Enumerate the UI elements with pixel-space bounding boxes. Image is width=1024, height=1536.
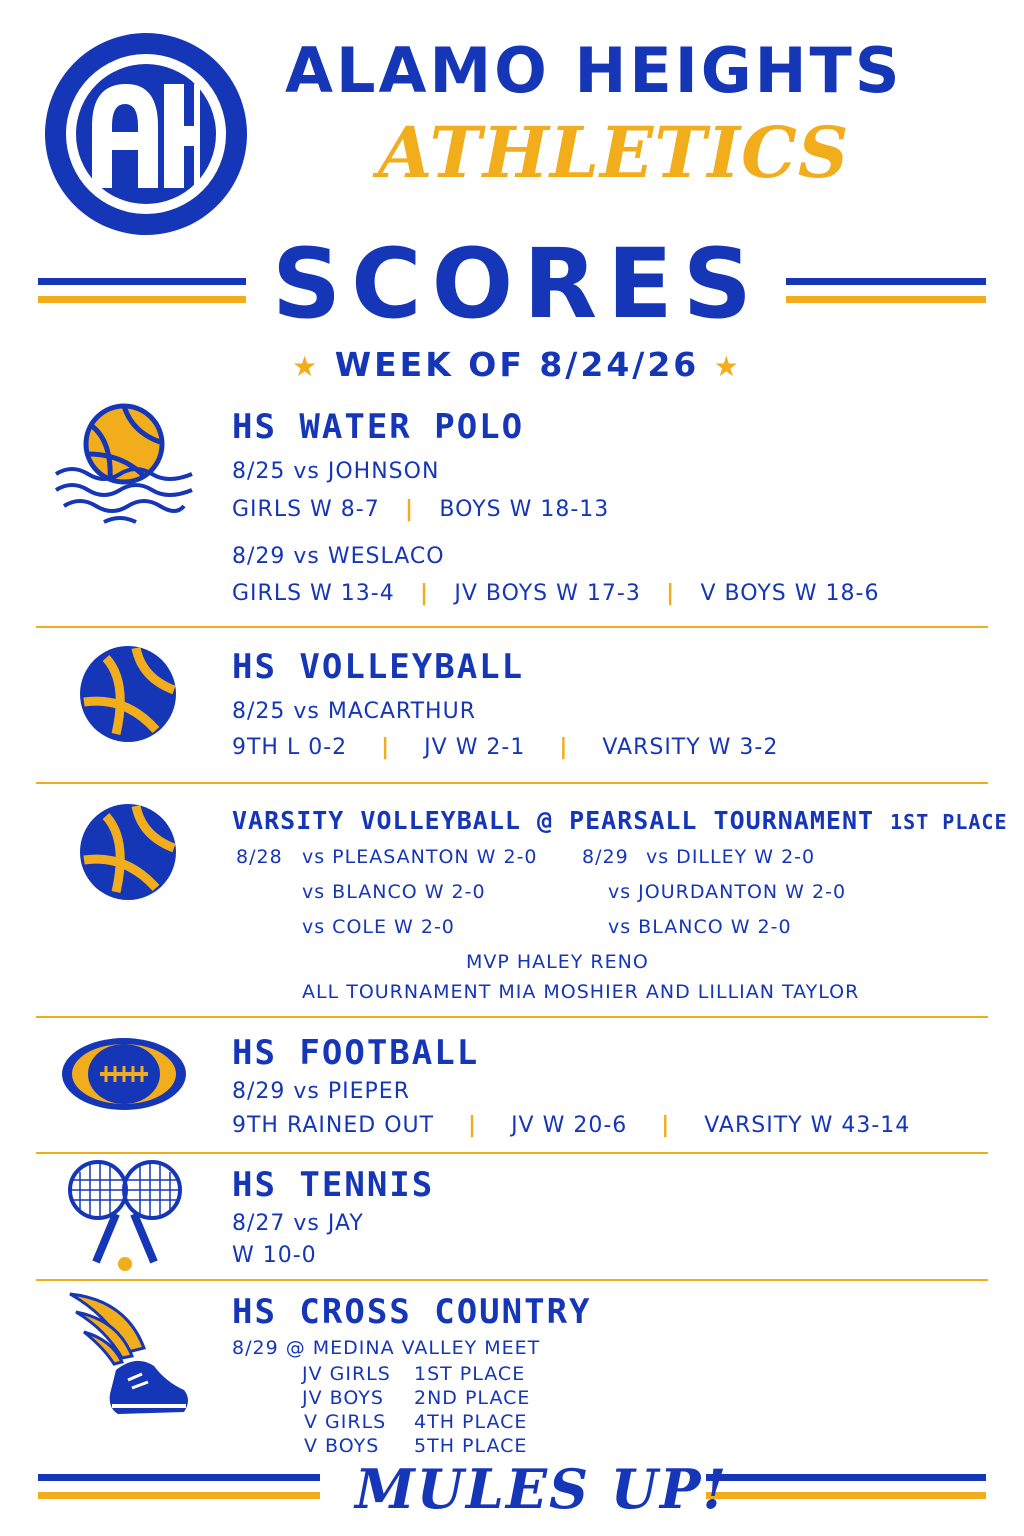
separator: | <box>355 735 417 760</box>
result-item: VARSITY W 3-2 <box>602 735 779 760</box>
tournament-match: vs JOURDANTON W 2-0 <box>608 881 847 903</box>
star-icon: ★ <box>713 350 742 383</box>
footer-stripe-right-gold <box>706 1492 986 1499</box>
tournament-all-tournament: ALL TOURNAMENT MIA MOSHIER AND LILLIAN TAYLOR <box>302 981 860 1003</box>
section-divider <box>36 782 988 784</box>
cross-country-place: 4TH PLACE <box>414 1411 528 1433</box>
cross-country-team: JV GIRLS <box>302 1363 391 1385</box>
separator: | <box>387 497 432 522</box>
result-item: GIRLS W 13-4 <box>232 581 395 606</box>
tournament-match: vs BLANCO W 2-0 <box>302 881 486 903</box>
water-polo-game2-header: 8/29 vs WESLACO <box>232 544 445 569</box>
section-divider <box>36 1279 988 1281</box>
tournament-day2-date: 8/29 <box>582 846 629 868</box>
tournament-placement: 1ST PLACE <box>890 810 1008 834</box>
separator: | <box>402 581 447 606</box>
section-divider <box>36 1016 988 1018</box>
cross-country-title: HS CROSS COUNTRY <box>232 1292 592 1332</box>
tournament-day1-date: 8/28 <box>236 846 283 868</box>
ah-logo-icon <box>40 28 252 240</box>
tournament-match: vs BLANCO W 2-0 <box>608 916 792 938</box>
footer-stripe-left-gold <box>38 1492 320 1499</box>
football-title: HS FOOTBALL <box>232 1033 480 1073</box>
water-polo-game1-results <box>232 499 609 521</box>
result-item: JV BOYS W 17-3 <box>454 581 641 606</box>
result-item: VARSITY W 43-14 <box>704 1113 911 1138</box>
result-item: 9TH L 0-2 <box>232 735 348 760</box>
separator: | <box>635 1113 697 1138</box>
header-stripe-left-blue <box>38 278 246 285</box>
tournament-match: vs PLEASANTON W 2-0 <box>302 846 538 868</box>
cross-country-team: V BOYS <box>304 1435 380 1457</box>
tennis-result: W 10-0 <box>232 1243 317 1268</box>
cross-country-team: V GIRLS <box>304 1411 387 1433</box>
separator: | <box>533 735 595 760</box>
header-stripe-left-gold <box>38 296 246 303</box>
footer-stripe-left-blue <box>38 1474 320 1481</box>
water-polo-game1-header: 8/25 vs JOHNSON <box>232 459 440 484</box>
tournament-title: VARSITY VOLLEYBALL @ PEARSALL TOURNAMENT <box>232 806 875 835</box>
football-results <box>232 1115 910 1137</box>
footer-stripe-right-blue <box>706 1474 986 1481</box>
separator: | <box>648 581 693 606</box>
water-polo-title: HS WATER POLO <box>232 407 525 447</box>
football-icon <box>60 1036 188 1112</box>
section-divider <box>36 626 988 628</box>
result-item: BOYS W 18-13 <box>439 497 610 522</box>
tournament-match: vs DILLEY W 2-0 <box>646 846 816 868</box>
winged-shoe-icon <box>66 1290 194 1426</box>
header-stripe-right-gold <box>786 296 986 303</box>
result-item: V BOYS W 18-6 <box>700 581 880 606</box>
header-stripe-right-blue <box>786 278 986 285</box>
star-icon: ★ <box>292 350 321 383</box>
title-alamo-heights: ALAMO HEIGHTS <box>285 34 903 107</box>
tournament-match: vs COLE W 2-0 <box>302 916 455 938</box>
cross-country-team: JV BOYS <box>302 1387 384 1409</box>
scores-heading: SCORES <box>272 228 762 340</box>
volleyball-game-header: 8/25 vs MACARTHUR <box>232 699 476 724</box>
result-item: GIRLS W 8-7 <box>232 497 380 522</box>
tournament-mvp: MVP HALEY RENO <box>466 951 649 973</box>
separator: | <box>442 1113 504 1138</box>
football-game-header: 8/29 vs PIEPER <box>232 1079 410 1104</box>
volleyball-icon <box>76 642 180 746</box>
cross-country-meet: 8/29 @ MEDINA VALLEY MEET <box>232 1337 541 1359</box>
section-divider <box>36 1152 988 1154</box>
week-label: WEEK OF 8/24/26 <box>334 345 700 384</box>
water-polo-ball-icon <box>52 402 196 532</box>
result-item: 9TH RAINED OUT <box>232 1113 435 1138</box>
water-polo-game2-results <box>232 583 879 605</box>
cross-country-place: 2ND PLACE <box>414 1387 531 1409</box>
tennis-rackets-icon <box>62 1158 188 1276</box>
title-athletics: ATHLETICS <box>378 111 850 194</box>
volleyball-icon <box>76 800 180 904</box>
tennis-game-header: 8/27 vs JAY <box>232 1211 364 1236</box>
result-item: JV W 20-6 <box>511 1113 628 1138</box>
tennis-title: HS TENNIS <box>232 1165 435 1205</box>
week-line <box>272 345 762 384</box>
volleyball-title: HS VOLLEYBALL <box>232 647 525 687</box>
cross-country-place: 1ST PLACE <box>414 1363 526 1385</box>
tournament-title-line <box>232 808 1008 833</box>
result-item: JV W 2-1 <box>424 735 526 760</box>
volleyball-results <box>232 737 778 759</box>
cross-country-place: 5TH PLACE <box>414 1435 528 1457</box>
mules-up-slogan: MULES UP! <box>355 1457 729 1521</box>
